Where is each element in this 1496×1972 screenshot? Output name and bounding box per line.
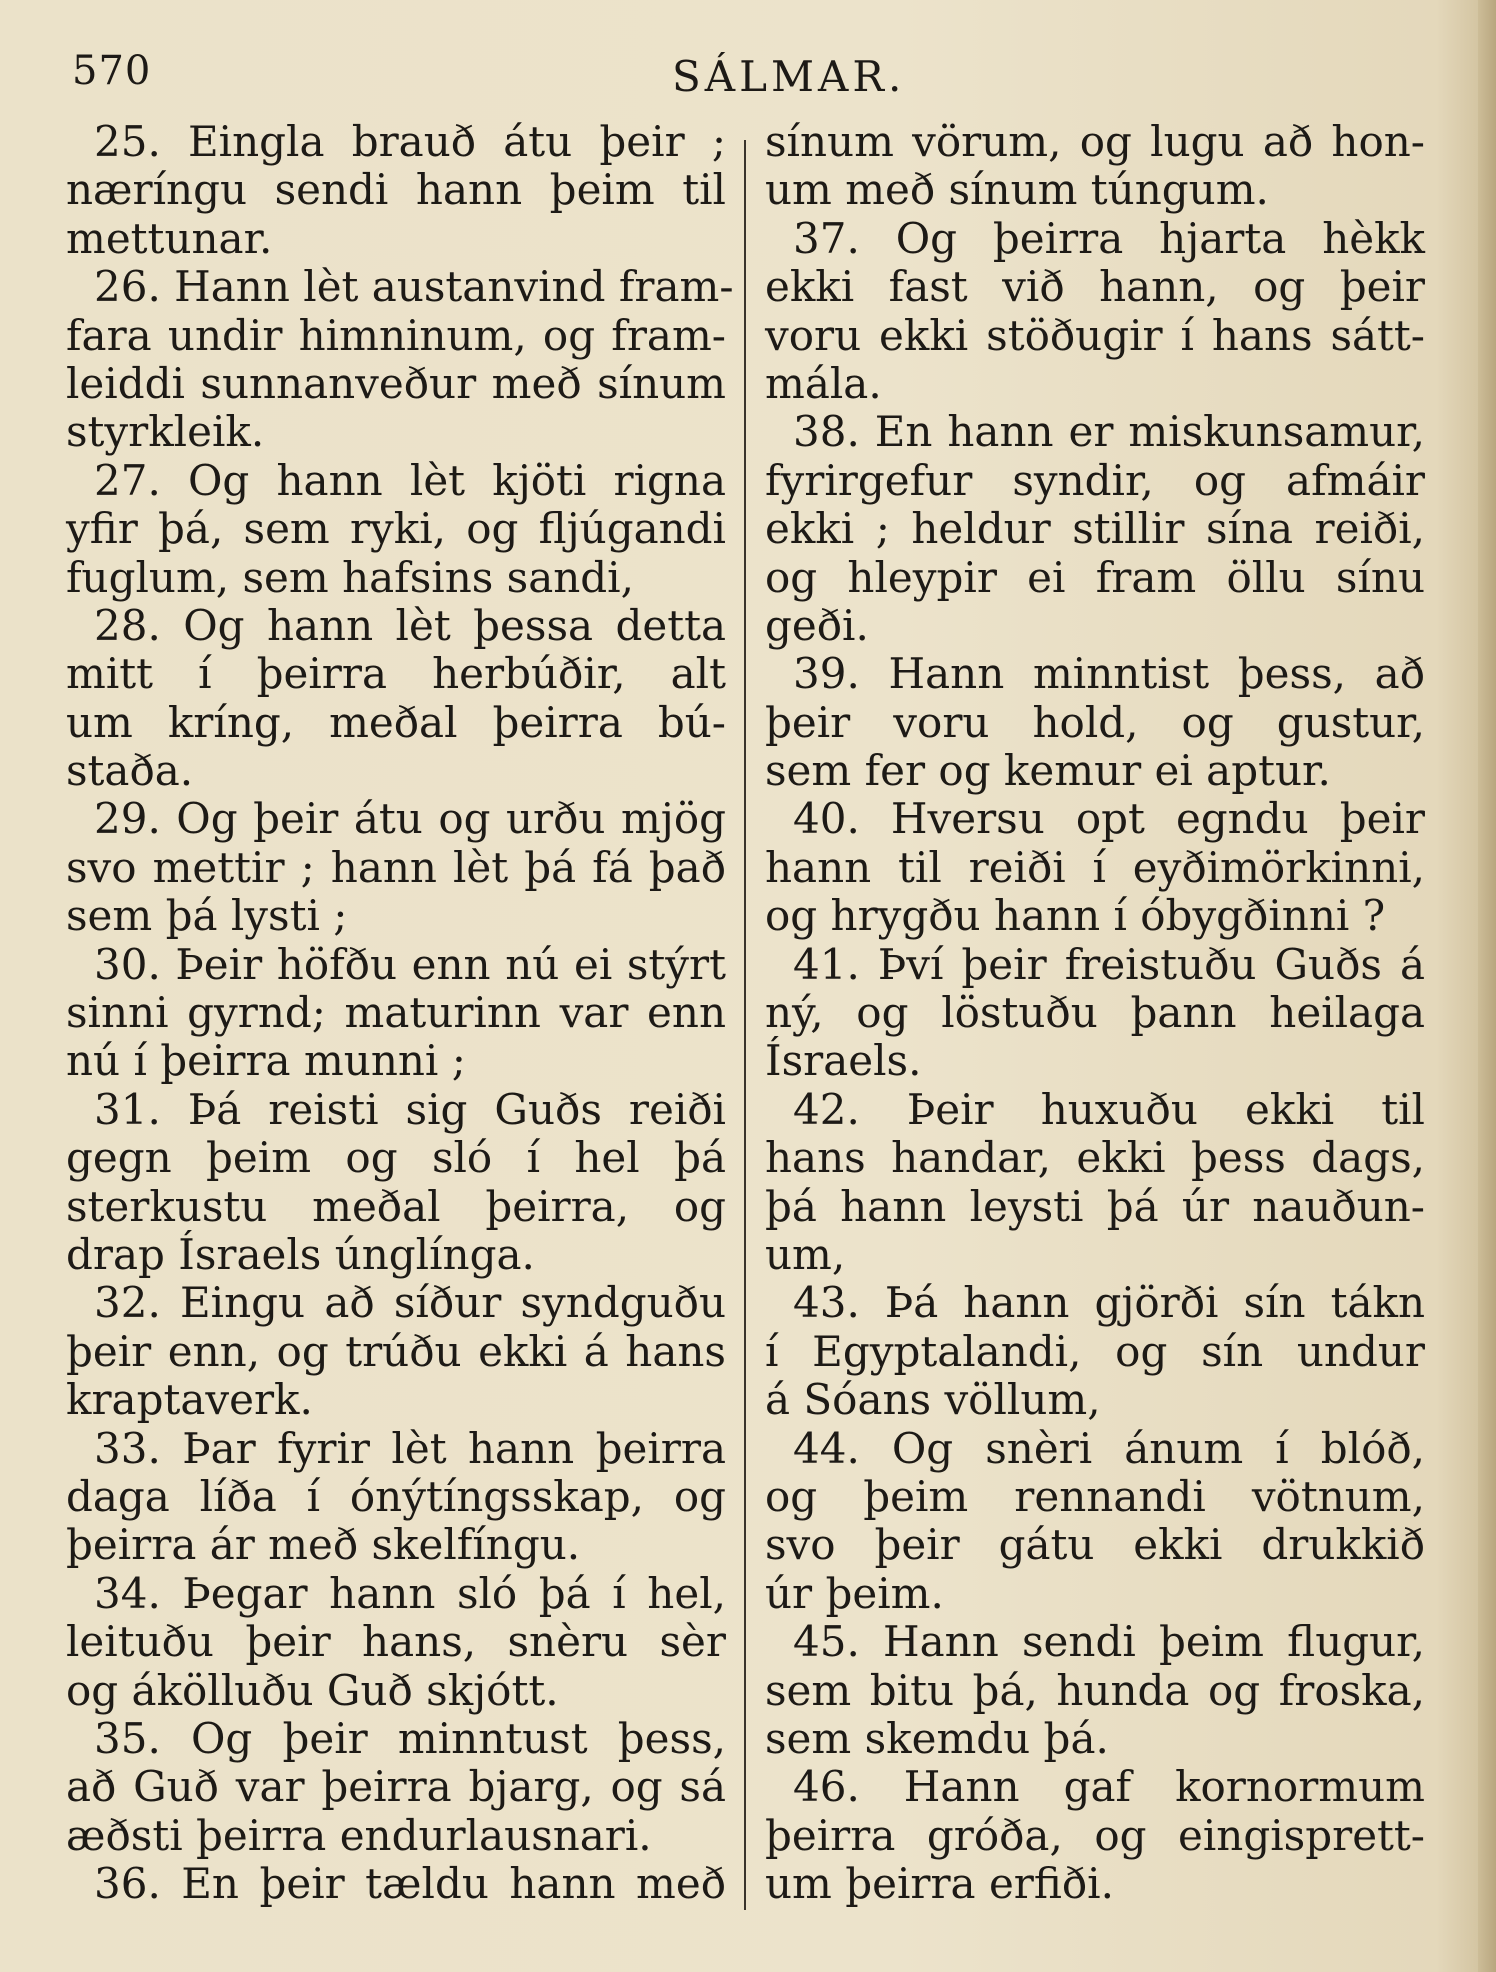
text-line: sterkustu meðal þeirra, og	[66, 1181, 726, 1231]
text-line: Ísraels.	[765, 1036, 922, 1086]
text-line: 44. Og snèri ánum í blóð,	[793, 1423, 1425, 1473]
page-header	[72, 48, 1402, 108]
column-divider	[744, 140, 746, 1910]
text-line: þeirra gróða, og eingisprett-	[765, 1810, 1425, 1860]
text-line: og hrygðu hann í óbygðinni ?	[765, 891, 1386, 941]
text-line: sem bitu þá, hunda og froska,	[765, 1665, 1425, 1715]
text-line: voru ekki stöðugir í hans sátt-	[765, 310, 1425, 360]
text-line: 37. Og þeirra hjarta hèkk	[793, 213, 1425, 263]
text-line: ný, og löstuðu þann heilaga	[765, 988, 1425, 1038]
text-line: 40. Hversu opt egndu þeir	[793, 794, 1425, 844]
text-line: svo þeir gátu ekki drukkið	[765, 1520, 1425, 1570]
text-line: 43. Þá hann gjörði sín tákn	[793, 1278, 1425, 1328]
text-line: sem skemdu þá.	[765, 1713, 1109, 1763]
text-line: og þeim rennandi vötnum,	[765, 1471, 1425, 1521]
text-line: ekki ; heldur stillir sína reiði,	[765, 504, 1425, 554]
text-line: þeir voru hold, og gustur,	[765, 697, 1425, 747]
text-line: mitt í þeirra herbúðir, alt	[66, 649, 726, 699]
text-line: og ákölluðu Guð skjótt.	[66, 1665, 559, 1715]
text-line: 26. Hann lèt austanvind fram-	[94, 262, 734, 312]
text-line: 42. Þeir huxuðu ekki til	[793, 1084, 1425, 1134]
text-line: 45. Hann sendi þeim flugur,	[793, 1617, 1425, 1667]
text-line: sínum vörum, og lugu að hon-	[765, 117, 1425, 166]
text-line: drap Ísraels únglínga.	[66, 1229, 535, 1279]
text-line: um kríng, meðal þeirra bú-	[66, 697, 726, 747]
text-line: næríngu sendi hann þeim til	[66, 165, 726, 215]
text-line: 25. Eingla brauð átu þeir ;	[94, 117, 726, 166]
text-line: úr þeim.	[765, 1568, 944, 1618]
text-line: fuglum, sem hafsins sandi,	[66, 552, 634, 602]
text-line: þeir enn, og trúðu ekki á hans	[66, 1326, 726, 1376]
text-line: 34. Þegar hann sló þá í hel,	[94, 1568, 726, 1618]
text-line: staða.	[66, 746, 194, 796]
text-line: mettunar.	[66, 213, 273, 263]
text-line: 35. Og þeir minntust þess,	[94, 1713, 726, 1763]
text-line: ekki fast við hann, og þeir	[765, 262, 1425, 312]
text-line: svo mettir ; hann lèt þá fá það	[66, 842, 726, 892]
text-line: 31. Þá reisti sig Guðs reiði	[94, 1084, 726, 1134]
text-line: á Sóans völlum,	[765, 1375, 1101, 1425]
text-line: 39. Hann minntist þess, að	[793, 649, 1425, 699]
text-line: 46. Hann gaf kornormum	[793, 1762, 1425, 1812]
text-line: þá hann leysti þá úr nauðun-	[765, 1181, 1425, 1231]
text-line: í Egyptalandi, og sín undur	[765, 1326, 1425, 1376]
text-line: 27. Og hann lèt kjöti rigna	[94, 455, 726, 505]
text-line: 41. Því þeir freistuðu Guðs á	[793, 939, 1425, 989]
text-line: 33. Þar fyrir lèt hann þeirra	[94, 1423, 726, 1473]
text-line: geði.	[765, 600, 869, 650]
text-line: æðsti þeirra endurlausnari.	[66, 1810, 652, 1860]
text-line: og hleypir ei fram öllu sínu	[765, 552, 1425, 602]
text-line: 30. Þeir höfðu enn nú ei stýrt	[94, 939, 726, 989]
text-line: sem fer og kemur ei aptur.	[765, 746, 1331, 796]
text-line: 38. En hann er miskunsamur,	[793, 407, 1425, 457]
text-line: 36. En þeir tældu hann með	[94, 1859, 726, 1909]
left-text-column	[66, 117, 734, 1909]
text-line: styrkleik.	[66, 407, 265, 457]
text-line: þeirra ár með skelfíngu.	[66, 1520, 581, 1570]
text-line: 28. Og hann lèt þessa detta	[94, 600, 726, 650]
text-line: 29. Og þeir átu og urðu mjög	[94, 794, 726, 844]
text-line: leituðu þeir hans, snèru sèr	[66, 1617, 726, 1667]
text-line: nú í þeirra munni ;	[66, 1036, 466, 1086]
text-line: yfir þá, sem ryki, og fljúgandi	[66, 504, 726, 554]
text-line: sem þá lysti ;	[66, 891, 348, 941]
text-line: fara undir himninum, og fram-	[66, 310, 726, 360]
text-line: fyrirgefur syndir, og afmáir	[765, 455, 1425, 505]
text-line: leiddi sunnanveður með sínum	[66, 358, 726, 408]
text-line: um með sínum túngum.	[765, 165, 1269, 215]
text-line: sinni gyrnd; maturinn var enn	[66, 988, 726, 1038]
text-line: daga líða í ónýtíngsskap, og	[66, 1471, 726, 1521]
text-line: um,	[765, 1229, 846, 1279]
text-line: hans handar, ekki þess dags,	[765, 1133, 1425, 1183]
running-title: SÁLMAR.	[672, 52, 906, 101]
text-line: um þeirra erfiði.	[765, 1859, 1114, 1909]
text-line: hann til reiði í eyðimörkinni,	[765, 842, 1425, 892]
text-line: að Guð var þeirra bjarg, og sá	[66, 1762, 726, 1812]
text-line: gegn þeim og sló í hel þá	[66, 1133, 726, 1183]
page-number: 570	[72, 48, 152, 94]
text-line: mála.	[765, 358, 882, 408]
page-edge	[1478, 0, 1496, 1972]
text-line: kraptaverk.	[66, 1375, 313, 1425]
right-text-column	[765, 118, 1425, 1908]
text-line: 32. Eingu að síður syndguðu	[94, 1278, 726, 1328]
